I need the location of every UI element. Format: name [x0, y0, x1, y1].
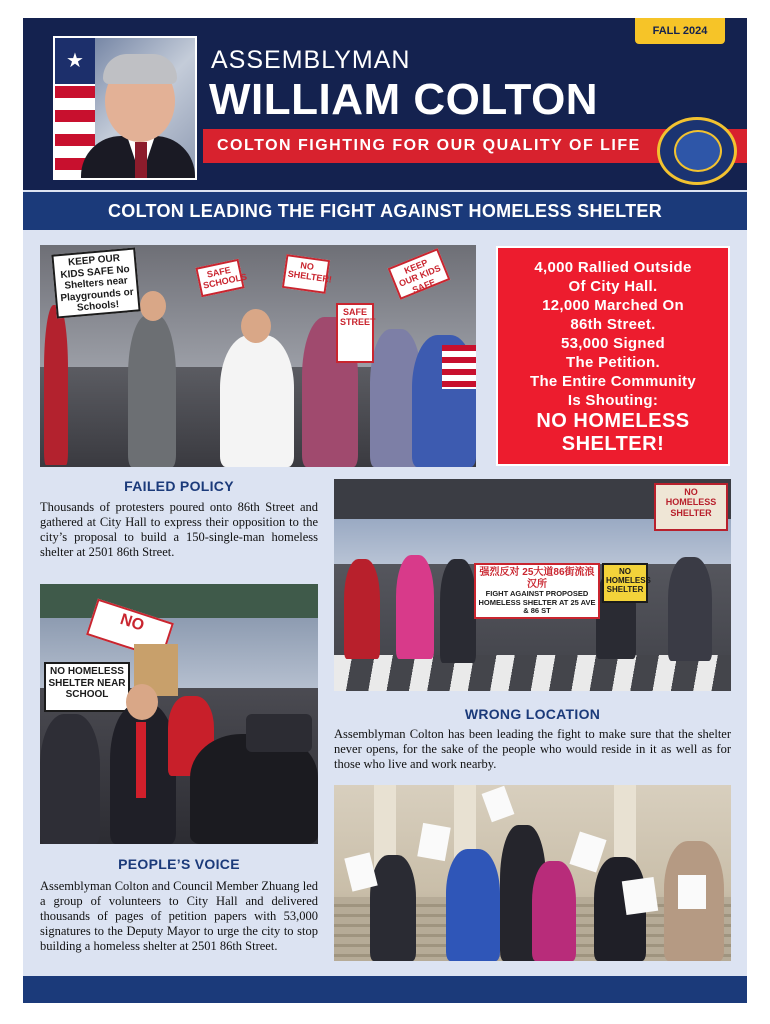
footer-bar	[23, 976, 747, 1003]
seal-emblem	[674, 130, 722, 172]
colton-head	[241, 309, 271, 343]
colton-in-crowd	[220, 335, 294, 467]
banner-english: FIGHT AGAINST PROPOSED HOMELESS SHELTER AT 25 AVE & 86 ST	[478, 589, 596, 616]
protest-sign: KEEP OUR KIDS SAFE No Shelters near Playgrounds or Schools!	[51, 247, 140, 318]
reporter	[40, 714, 100, 844]
protester-head	[140, 291, 166, 321]
assembly-seal-icon	[657, 117, 737, 185]
failed-policy-body: Thousands of protesters poured onto 86th Street and gathered at City Hall to express their opposition to the city’s proposal to build a 150-single-man homeless shelter at 2501 86th Street.	[40, 500, 318, 559]
callout-lines	[498, 258, 728, 410]
section-banner	[23, 192, 747, 230]
red-scarf	[136, 722, 146, 798]
banner-sign	[474, 563, 600, 619]
photo-petition	[334, 785, 731, 961]
petition-paper	[678, 875, 706, 909]
elevated-structure	[40, 584, 318, 618]
title-small: ASSEMBLYMAN	[211, 46, 411, 74]
protest-sign: NO HOMELESS SHELTER NEAR SCHOOL	[44, 662, 130, 712]
protest-sign: NO	[86, 599, 174, 660]
photo-rally	[40, 245, 476, 467]
peoples-voice-body: Assemblyman Colton and Council Member Zhuang led a group of volunteers to City Hall and delivered thousands of pages of petition papers with 53,000 signatures to the Deputy Mayor to urge the city to stop building a homeless shelter at 2501 86th Street.	[40, 879, 318, 953]
callout-line: 4,000 Rallied Outside	[534, 259, 692, 276]
protester	[44, 305, 68, 465]
stats-callout	[496, 246, 730, 466]
banner-chinese: 强烈反对 25大道86街流浪汉所	[479, 567, 595, 590]
callout-line: Of City Hall.	[568, 278, 658, 295]
protest-sign: SAFE SCHOOLS	[195, 259, 244, 297]
tv-camera	[246, 714, 312, 752]
protester	[128, 315, 176, 467]
volunteer	[370, 855, 416, 961]
protest-sign: KEEP OUR KIDS SAFE	[388, 248, 451, 300]
season-tab: FALL 2024	[635, 18, 725, 44]
callout-shout	[498, 410, 728, 456]
protest-sign: NO SHELTER!	[282, 254, 330, 294]
photo-press	[40, 584, 318, 844]
wrong-location-body: Assemblyman Colton has been leading the fight to make sure that the shelter never opens, for the sake of the people who would reside in it as well as for those who live and work nearby.	[334, 727, 731, 771]
protest-sign: NO HOMELESS SHELTER	[602, 563, 648, 603]
shout-line-1: NO HOMELESS	[536, 410, 690, 432]
colton-head	[126, 684, 158, 720]
assemblyman-portrait	[53, 36, 197, 180]
volunteer-blue-jacket	[446, 849, 500, 961]
callout-line: Is Shouting:	[567, 392, 659, 409]
marcher-pink	[396, 555, 434, 659]
portrait-hair	[103, 54, 177, 84]
portrait-tie	[135, 142, 147, 178]
peoples-voice-heading: PEOPLE’S VOICE	[118, 856, 240, 872]
callout-line: The Entire Community	[529, 373, 696, 390]
banner-title: COLTON LEADING THE FIGHT AGAINST HOMELESS SHELTER	[107, 201, 663, 221]
american-flag	[442, 345, 476, 389]
protest-sign: NO HOMELESS SHELTER	[654, 483, 728, 531]
petition-paper	[417, 823, 450, 861]
wrong-location-heading: WRONG LOCATION	[464, 706, 601, 722]
star-icon: ★	[55, 38, 95, 84]
newsletter-page	[23, 18, 747, 1003]
callout-line: 53,000 Signed	[561, 335, 665, 352]
photo-march	[334, 479, 731, 691]
callout-line: The Petition.	[566, 354, 660, 371]
shout-line-2: SHELTER!	[561, 433, 665, 455]
marcher	[668, 557, 712, 661]
callout-line: 86th Street.	[570, 316, 656, 333]
marcher	[344, 559, 380, 659]
volunteer-pink	[532, 861, 576, 961]
failed-policy-heading: FAILED POLICY	[124, 478, 234, 494]
tagline: COLTON FIGHTING FOR OUR QUALITY OF LIFE	[217, 137, 641, 154]
title-big: WILLIAM COLTON	[209, 75, 599, 124]
masthead	[23, 18, 747, 190]
callout-line: 12,000 Marched On	[542, 297, 684, 314]
protest-sign: SAFE STREET	[336, 303, 374, 363]
marcher	[440, 559, 476, 663]
petition-paper	[622, 877, 658, 915]
